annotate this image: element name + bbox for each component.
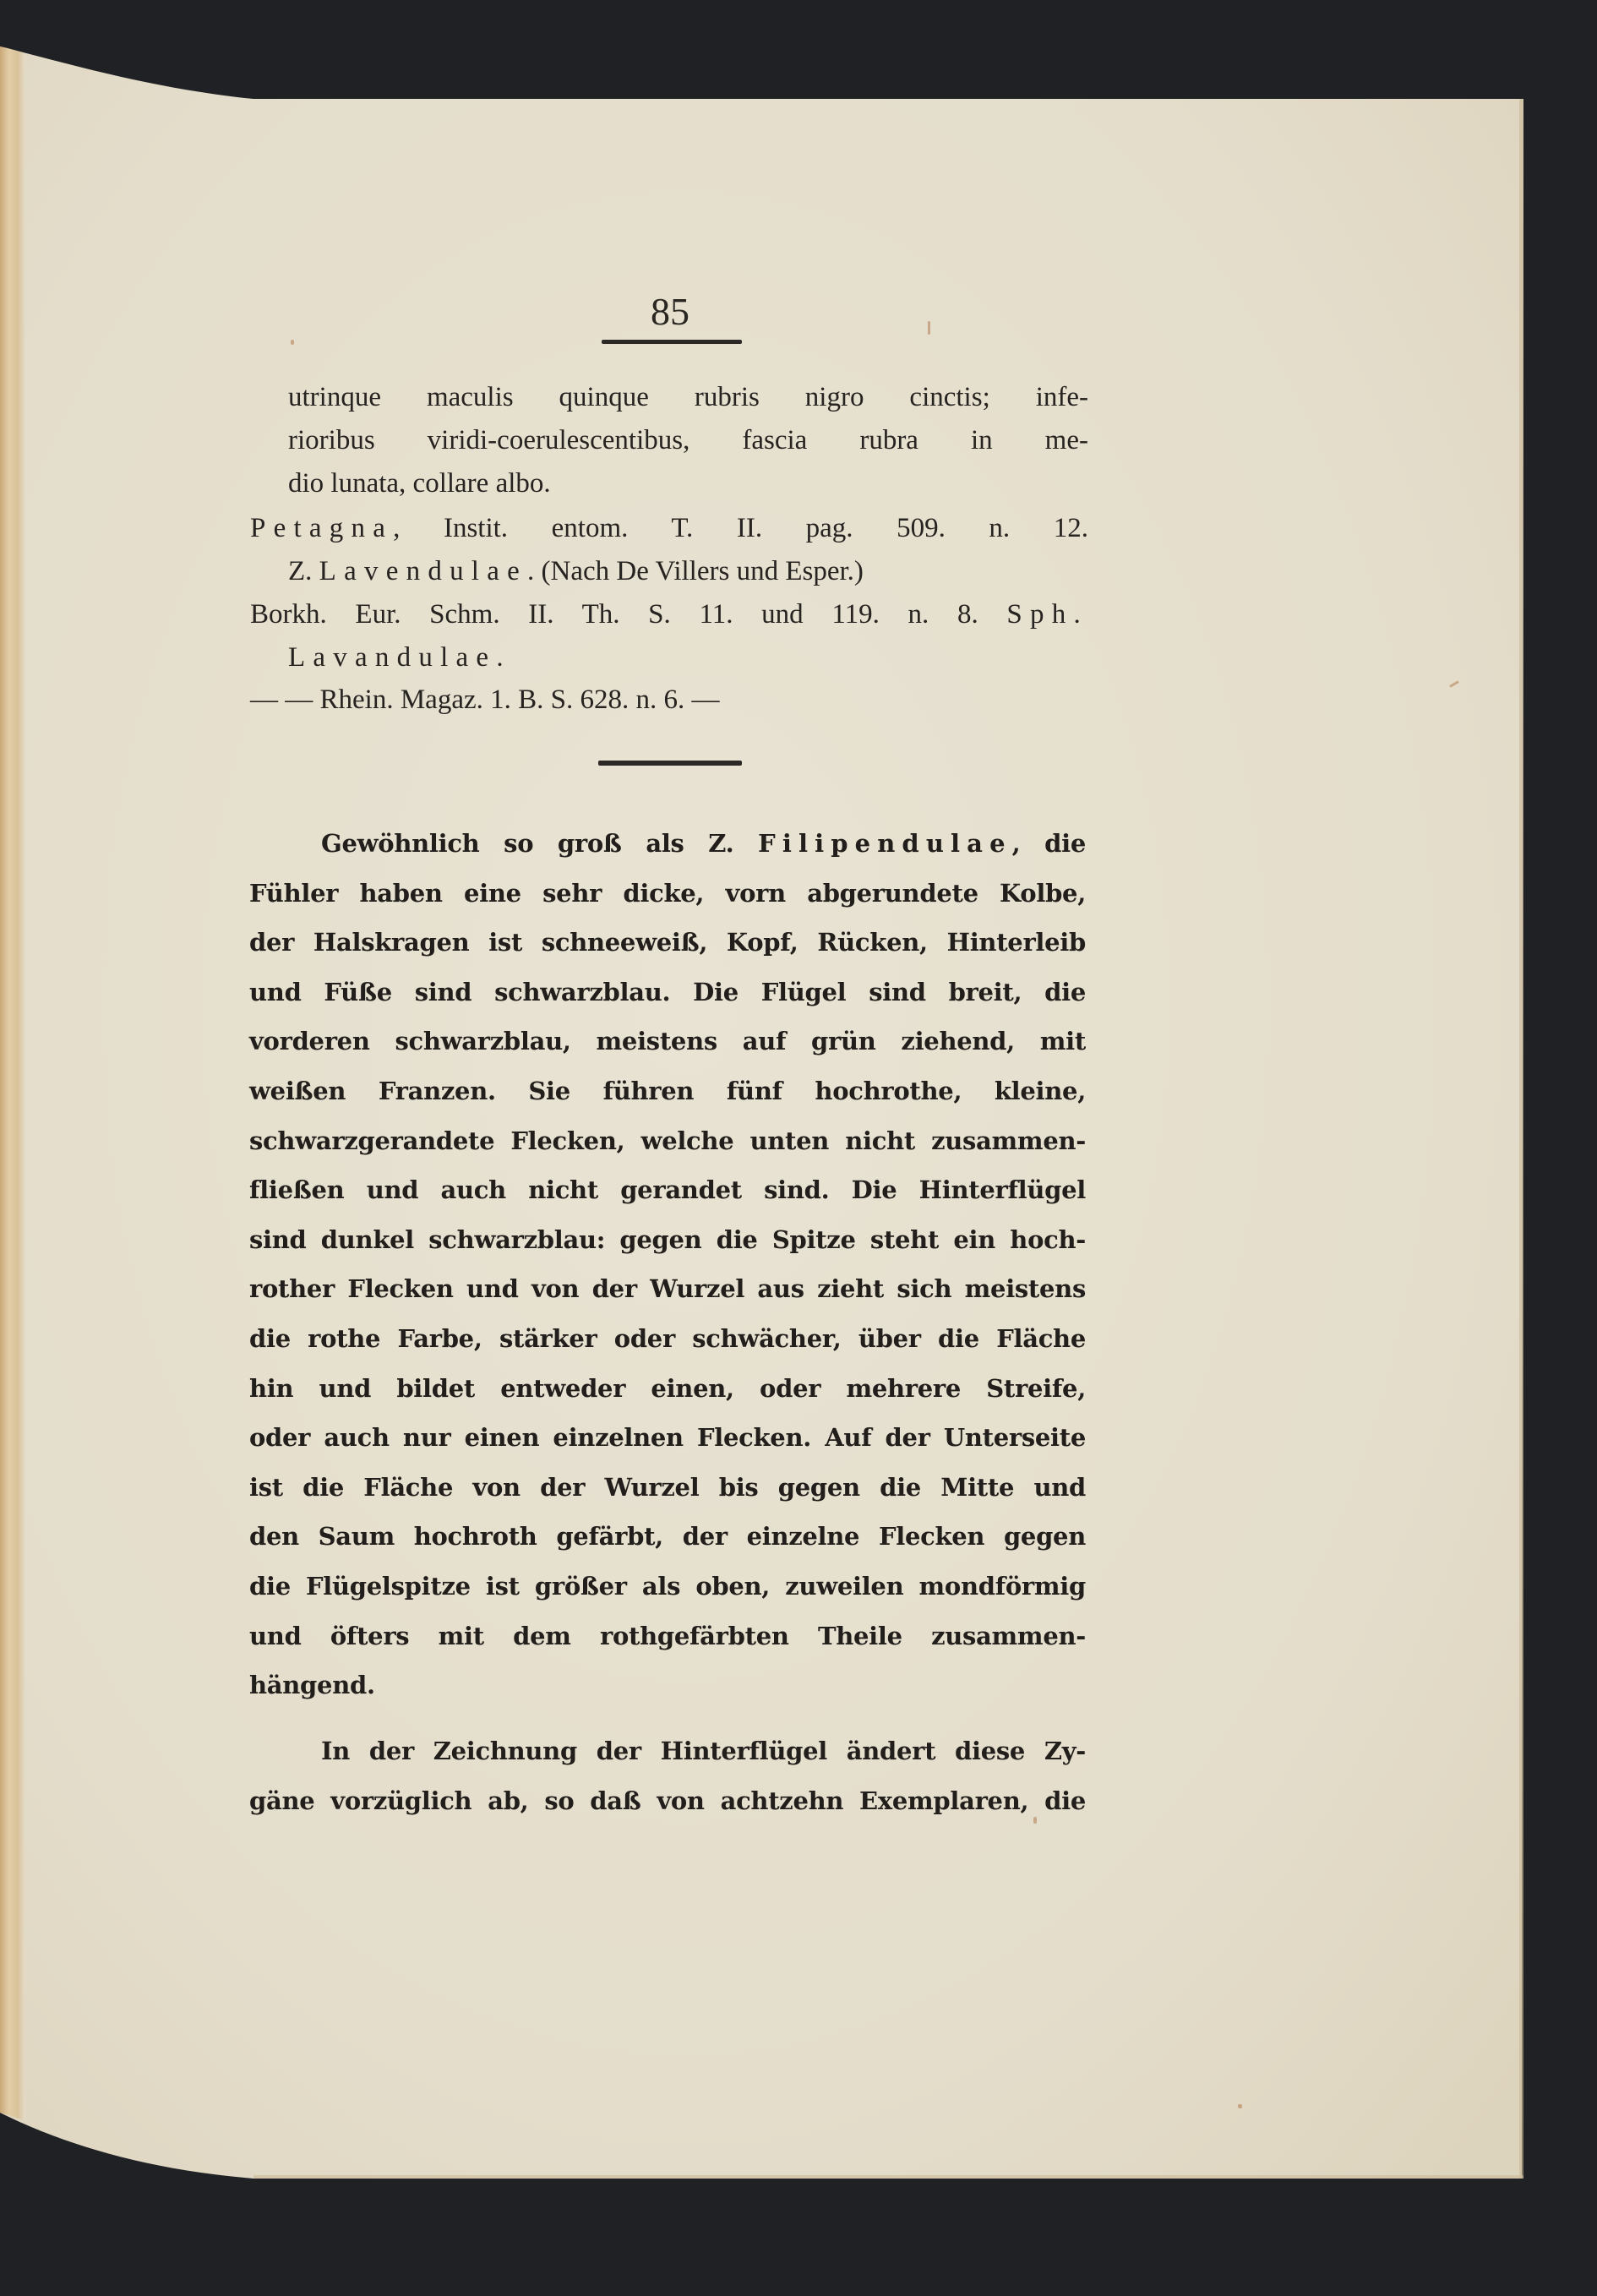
paragraph-line	[321, 826, 1086, 860]
paragraph-line	[249, 1272, 1086, 1306]
text-run: In der Zeichnung der Hinterflügel ändert diese Zy-	[321, 1737, 1086, 1765]
text-run: Gewöhnlich so groß als Z.	[321, 829, 759, 858]
citation-line	[288, 467, 551, 499]
text-run: utrinque maculis quinque rubris nigro cinctis; infe-	[288, 382, 1088, 412]
citation-line	[250, 512, 1088, 544]
paragraph-line	[249, 1024, 1086, 1058]
paragraph-line	[249, 1569, 1086, 1603]
paragraph-line	[249, 925, 1086, 959]
paragraph-line	[249, 1470, 1086, 1504]
text-run: und Füße sind schwarzblau. Die Flügel sind breit, die	[249, 978, 1086, 1006]
foxing-mark	[928, 321, 930, 335]
text-run: oder auch nur einen einzelnen Flecken. Auf der Unterseite	[249, 1423, 1086, 1452]
text-run: ist die Fläche von der Wurzel bis gegen die Mitte und	[249, 1473, 1086, 1502]
paragraph-line	[249, 1173, 1086, 1207]
citation-line	[288, 641, 504, 674]
paragraph-line	[249, 1124, 1086, 1158]
paragraph-line	[249, 975, 1086, 1009]
citation-line	[288, 555, 864, 587]
paragraph-line	[249, 1372, 1086, 1405]
citation-line	[288, 424, 1088, 456]
citation-line	[250, 598, 1088, 630]
text-run: dio lunata, collare albo.	[288, 468, 551, 499]
page-number-rule	[602, 340, 742, 344]
text-run: vorderen schwarzblau, meistens auf grün ziehend, mit	[249, 1027, 1086, 1055]
spaced-text: Sph.	[1006, 599, 1088, 630]
citation-line	[288, 381, 1088, 413]
paragraph-line	[321, 1734, 1086, 1768]
text-run: die Flügelspitze ist größer als oben, zuweilen mondförmig	[249, 1572, 1086, 1601]
page-number: 85	[651, 290, 689, 333]
text-run: .	[496, 642, 504, 673]
text-run: fließen und auch nicht gerandet sind. Die Hinterflügel	[249, 1175, 1086, 1204]
text-run: rother Flecken und von der Wurzel aus zieht sich meistens	[249, 1274, 1086, 1303]
paragraph-line	[249, 1519, 1086, 1553]
text-run: Borkh. Eur. Schm. II. Th. S. 11. und 119. n. 8.	[250, 599, 1007, 630]
foxing-mark	[1033, 1817, 1037, 1824]
paragraph-line	[249, 1784, 1086, 1818]
text-run: — — Rhein. Magaz. 1. B. S. 628. n. 6. —	[250, 684, 720, 715]
paragraph-line	[249, 1322, 1086, 1355]
foxing-mark	[291, 340, 294, 345]
text-run: den Saum hochroth gefärbt, der einzelne Flecken gegen	[249, 1522, 1086, 1551]
citation-line	[250, 684, 719, 716]
text-run: weißen Franzen. Sie führen fünf hochrothe, kleine,	[249, 1077, 1086, 1105]
spaced-text: Lavandulae	[288, 642, 497, 673]
text-run: und öfters mit dem rothgefärbten Theile zusammen-	[249, 1622, 1086, 1650]
foxing-mark	[1238, 2104, 1242, 2108]
foxing-mark	[1449, 680, 1459, 688]
text-run: der Halskragen ist schneeweiß, Kopf, Rücken, Hinterleib	[249, 928, 1086, 957]
text-run: sind dunkel schwarzblau: gegen die Spitze steht ein hoch-	[249, 1225, 1086, 1254]
text-run: . (Nach De Villers und Esper.)	[527, 556, 864, 586]
text-run: hängend.	[249, 1671, 375, 1699]
paragraph-line	[249, 1619, 1086, 1653]
text-run: rioribus viridi-coerulescentibus, fascia rubra in me-	[288, 425, 1088, 455]
paragraph-line	[249, 1668, 375, 1702]
spaced-text: Filipendulae	[758, 829, 1012, 858]
paragraph-line	[249, 876, 1086, 910]
text-run: Fühler haben eine sehr dicke, vorn abgerundete Kolbe,	[249, 879, 1086, 908]
text-run: , die	[1011, 829, 1086, 858]
text-run: die rothe Farbe, stärker oder schwächer, über die Fläche	[249, 1324, 1086, 1353]
text-run: hin und bildet entweder einen, oder mehrere Streife,	[249, 1374, 1086, 1403]
text-run: schwarzgerandete Flecken, welche unten nicht zusammen-	[249, 1126, 1086, 1155]
spaced-text: Petagna	[250, 513, 394, 543]
paragraph-line	[249, 1421, 1086, 1454]
paragraph-line	[249, 1223, 1086, 1257]
text-run: Z.	[288, 556, 319, 586]
text-run: gäne vorzüglich ab, so daß von achtzehn Exemplaren, die	[249, 1786, 1086, 1815]
spaced-text: Lavendulae	[319, 556, 527, 586]
paragraph-line	[249, 1074, 1086, 1108]
section-separator-rule	[598, 761, 742, 766]
text-run: , Instit. entom. T. II. pag. 509. n. 12.	[393, 513, 1088, 543]
